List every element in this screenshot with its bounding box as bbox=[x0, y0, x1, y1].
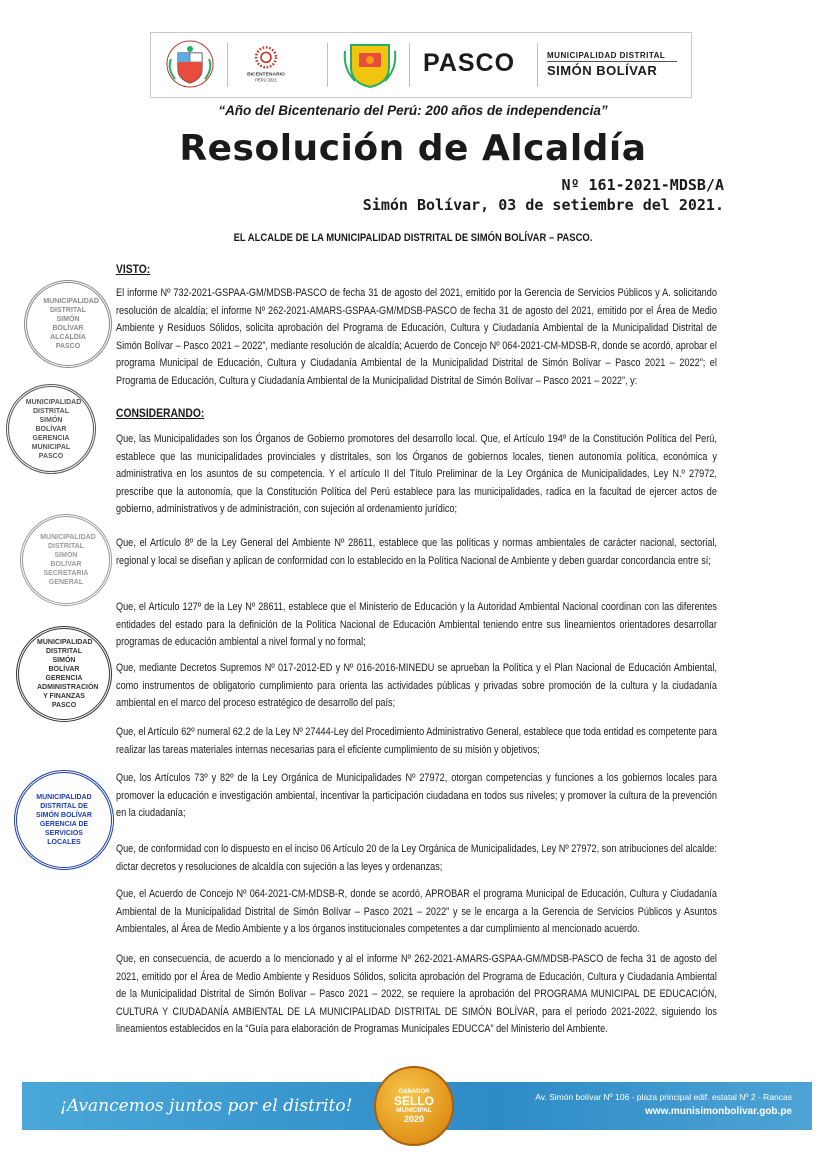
considerando-paragraph: Que, mediante Decretos Supremos Nº 017-2012-ED y Nº 016-2016-MINEDU se aprueban la Política y el Plan Nacional de Educación Ambiental, como instrumentos de obligatorio cumplimiento para orienta las actividades públicas y privadas sobre promoción de la cultura y la ciudadanía ambiental en el marco del proceso estratégico de desarrollo del país; bbox=[116, 662, 717, 709]
peru-coat-of-arms-icon bbox=[161, 39, 219, 89]
divider bbox=[547, 61, 677, 62]
resolution-number: Nº 161-2021-MDSB/A bbox=[561, 176, 724, 194]
svg-text:PERÚ 2021: PERÚ 2021 bbox=[255, 77, 277, 83]
svg-text:BICENTENARIO: BICENTENARIO bbox=[247, 72, 285, 78]
document-title: Resolución de Alcaldía bbox=[179, 128, 647, 169]
issuer-line: EL ALCALDE DE LA MUNICIPALIDAD DISTRITAL DE SIMÓN BOLÍVAR – PASCO. bbox=[233, 232, 593, 244]
visto-paragraph: El informe Nº 732-2021-GSPAA-GM/MDSB-PASCO de fecha 31 de agosto del 2021, emitido por la Gerencia de Servicios Públicos y A. solicitando resolución de alcaldía; el informe Nº 262-2021-AMARS-GSPAA-GM/MDSB-PASCO de fecha 31 de agosto del 2021, emitido por el Área de Medio Ambiente y Residuos Sólidos, solicita aprobación del Programa de Educación, Cultura y Ciudadanía Ambiental de la Municipalidad Distrital de Simón Bolívar – Pasco 2021 – 2022”, mediante resolución de alcaldía; Acuerdo de Concejo Nº 064-2021-CM-MDSB-R, donde se acordó, aprobar el programa Municipal de Educación, Cultura y Ciudadanía Ambiental de la Municipalidad Distrital de Simón Bolívar – Pasco 2021 – 2022”; el Programa de Educación, Cultura y Ciudadanía Ambiental de la Municipalidad Distrital de Simón Bolívar – Pasco 2021 – 2022”, y: bbox=[116, 287, 717, 387]
divider bbox=[327, 43, 328, 87]
secretaria-general-stamp: MUNICIPALIDAD DISTRITAL SIMÓN BOLÍVAR SECRETARIA GENERAL bbox=[20, 514, 112, 606]
divider bbox=[409, 43, 410, 87]
seal-line: 2020 bbox=[403, 1113, 425, 1124]
considerando-paragraph: Que, el Artículo 8º de la Ley General del Ambiente Nº 28611, establece que las políticas y normas ambientales de carácter nacional, sectorial, regional y local se diseñan y aplican de conformidad con lo establecido en la Política Nacional de Ambiente y deben guardar concordancia entre sí; bbox=[116, 537, 717, 567]
seal-line: GANADOR bbox=[398, 1088, 430, 1095]
pasco-label: PASCO bbox=[423, 49, 516, 77]
footer-slogan: ¡Avancemos juntos por el distrito! bbox=[60, 1096, 353, 1116]
considerando-paragraph: Que, el Artículo 62º numeral 62.2 de la Ley Nº 27444-Ley del Procedimiento Administrativo General, establece que toda entidad es competente para realizar las tareas materiales internas necesarias para el eficiente cumplimiento de su misión y objetivos; bbox=[116, 726, 717, 756]
year-slogan: “Año del Bicentenario del Perú: 200 años de independencia” bbox=[218, 103, 608, 118]
considerando-paragraph: Que, en consecuencia, de acuerdo a lo mencionado y al el informe Nº 262-2021-AMARS-GSPAA-GM/MDSB-PASCO de fecha 31 de agosto del 2021, emitido por el Área de Medio Ambiente y Residuos Sólidos, solicita aprobación del Programa de Educación, Cultura y Ciudadanía Ambiental de la Municipalidad Distrital de Simón Bolívar – Pasco 2021 – 2022, se requiere la aprobación del PROGRAMA MUNICIPAL DE EDUCACIÓN, CULTURA Y CIUDADANÍA AMBIENTAL DE LA MUNICIPALIDAD DISTRITAL DE SIMÓN BOLÍVAR, para el periodo 2021-2022, siguiendo los lineamientos establecidos en la “Guía para elaboración de Programas Municipales EDUCCA” del Ministerio del Ambiente. bbox=[116, 953, 717, 1035]
footer-address: Av. Simón bolívar Nº 106 - plaza principal edif. estatal Nº 2 - Rancas bbox=[535, 1092, 792, 1102]
footer-website-link[interactable]: www.munisimonbolivar.gob.pe bbox=[645, 1106, 792, 1117]
divider bbox=[537, 43, 538, 87]
municipality-name: SIMÓN BOLÍVAR bbox=[547, 63, 658, 78]
seal-line: SELLO bbox=[393, 1093, 434, 1108]
considerando-paragraph: Que, el Artículo 127º de la Ley Nº 28611, establece que el Ministerio de Educación y la Autoridad Ambiental Nacional coordinan con las diferentes entidades del estado para la definición de la Política Nacional de Educación Ambiental teniendo entre sus lineamientos orientadores desarrollar programas de educación ambiental a nivel formal y no formal; bbox=[116, 601, 717, 648]
header-logo-strip bbox=[150, 32, 692, 98]
divider bbox=[227, 43, 228, 87]
pasco-coat-of-arms-icon bbox=[341, 39, 399, 89]
bicentenario-logo-icon bbox=[237, 39, 295, 89]
seal-line: MUNICIPAL bbox=[396, 1106, 432, 1114]
considerando-paragraph: Que, los Artículos 73º y 82º de la Ley Orgánica de Municipalidades Nº 27972, otorgan competencias y funciones a los gobiernos locales para promover la educación e investigación ambiental, incentivar la participación ciudadana en todos sus niveles; y promover la cultura de la prevención en la ciudadanía; bbox=[116, 772, 717, 819]
considerando-paragraph: Que, las Municipalidades son los Órganos de Gobierno promotores del desarrollo local. Que, el Artículo 194º de la Constitución Política del Perú, establece que las municipalidades provinciales y distritales, son los Órganos de gobiernos locales, tienen autonomía política, económica y administrativa en los asuntos de su competencia. Y el artículo II del Título Preliminar de la Ley Orgánica de Municipalidades, Ley N.º 27972, prescribe que la autonomía, que la Constitución Política del Perú establece para las municipalidades, radica en la facultad de ejercer actos de gobierno, administrativos y de administración, con sujeción al ordenamiento jurídico; bbox=[116, 433, 717, 515]
considerando-paragraph: Que, de conformidad con lo dispuesto en el inciso 06 Artículo 20 de la Ley Orgánica de Municipalidades, Ley Nº 27972, son atribuciones del alcalde: dictar decretos y resoluciones de alcaldía con sujeción a las leyes y ordenanzas; bbox=[116, 843, 717, 873]
municipality-small-label: MUNICIPALIDAD DISTRITAL bbox=[547, 51, 666, 60]
sello-municipal-badge bbox=[374, 1066, 454, 1146]
considerando-paragraph: Que, el Acuerdo de Concejo Nº 064-2021-CM-MDSB-R, donde se acordó, APROBAR el programa Municipal de Educación, Cultura y Ciudadanía Ambiental de la Municipalidad Distrital de Simón Bolívar – Pasco 2021 – 2022” y se le encarga a la Gerencia de Servicios Públicos y Asuntos Ambientales, al Área de Medio Ambiente y a los órganos institucionales competentes a dar cumplimiento al mencionado acuerdo. bbox=[116, 888, 717, 935]
servicios-locales-stamp: MUNICIPALIDAD DISTRITAL DE SIMÓN BOLÍVAR GERENCIA DE SERVICIOS LOCALES bbox=[14, 770, 114, 870]
visto-heading: VISTO: bbox=[116, 262, 151, 276]
considerando-heading: CONSIDERANDO: bbox=[116, 406, 205, 420]
resolution-date: Simón Bolívar, 03 de setiembre del 2021. bbox=[362, 196, 724, 214]
gerencia-municipal-stamp: MUNICIPALIDAD DISTRITAL SIMÓN BOLÍVAR GERENCIA MUNICIPAL PASCO bbox=[6, 384, 96, 474]
alcaldia-stamp: MUNICIPALIDAD DISTRITAL SIMÓN BOLÍVAR ALCALDÍA PASCO bbox=[24, 280, 112, 368]
administracion-stamp: MUNICIPALIDAD DISTRITAL SIMÓN BOLÍVAR GERENCIA ADMINISTRACIÓN Y FINANZAS PASCO bbox=[16, 626, 112, 722]
